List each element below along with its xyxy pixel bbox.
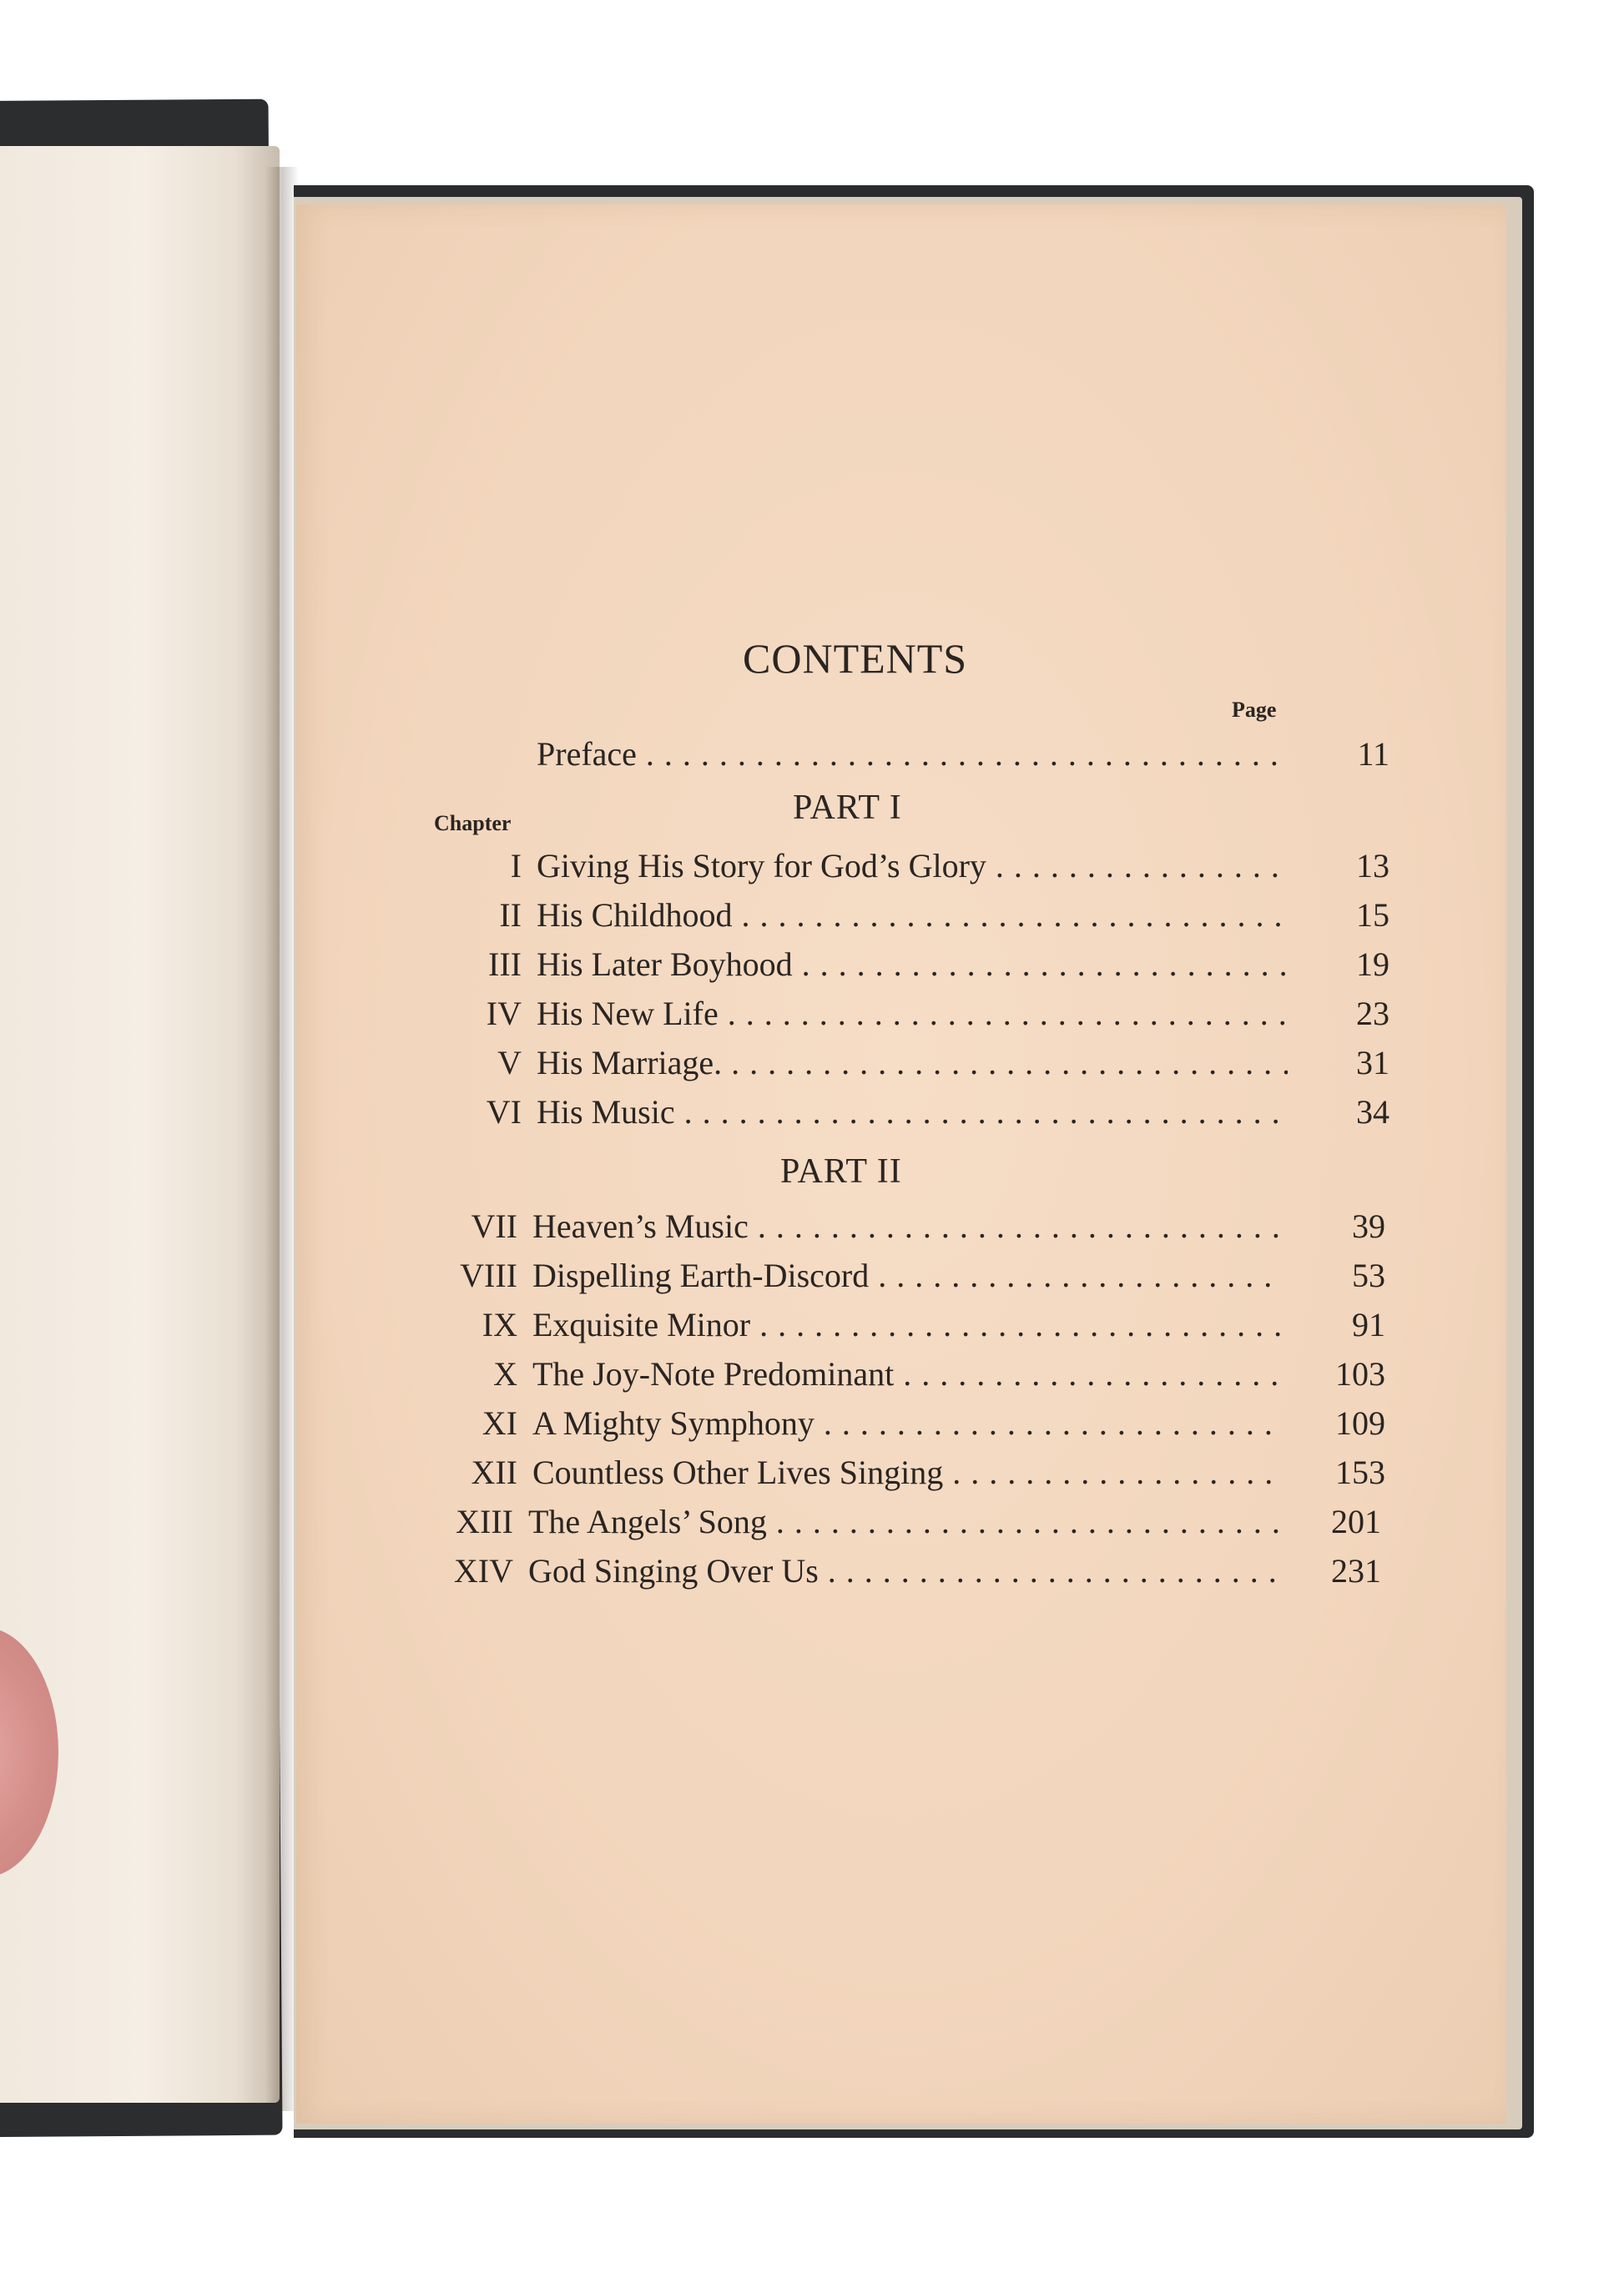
toc-page-number: 231 <box>1331 1552 1381 1590</box>
chapter-number: XII <box>471 1454 517 1491</box>
chapter-number: VIII <box>460 1257 517 1294</box>
toc-page-number: 53 <box>1352 1257 1385 1294</box>
toc-page-number: 34 <box>1356 1093 1389 1131</box>
chapter-number: III <box>488 945 522 983</box>
toc-label: His New Life . . . <box>537 990 1288 1037</box>
toc-page-number: 91 <box>1352 1306 1385 1343</box>
toc-page-number: 11 <box>1357 735 1389 773</box>
toc-row <box>434 1351 1394 1398</box>
chapter-number: II <box>499 896 522 934</box>
toc-label: His Childhood . . . <box>537 892 1288 939</box>
toc-page-number: 201 <box>1331 1503 1381 1540</box>
chapter-number: XI <box>482 1404 517 1442</box>
toc-row <box>430 1548 1389 1595</box>
toc-label: Heaven’s Music . . . <box>532 1203 1284 1250</box>
toc-page-number: 13 <box>1356 847 1389 885</box>
chapter-number: V <box>497 1044 522 1081</box>
toc-row <box>438 843 1398 890</box>
toc-page-number: 39 <box>1352 1207 1385 1245</box>
toc-label: His Later Boyhood . . . <box>537 941 1288 988</box>
toc-row <box>438 990 1398 1037</box>
toc-label: Giving His Story for God’s Glory . . . <box>537 843 1288 890</box>
toc-page-number: 19 <box>1356 945 1389 983</box>
part-title: PART II <box>780 1152 902 1191</box>
toc-label: Preface . . . <box>537 731 1288 778</box>
toc-label: The Angels’ Song . . . <box>528 1499 1279 1545</box>
toc-label: The Joy-Note Predominant . . . <box>532 1351 1284 1398</box>
part-title: PART I <box>793 789 902 827</box>
toc-page-number: 15 <box>1356 896 1389 934</box>
toc-row <box>438 941 1398 988</box>
toc-label: His Marriage. . . . <box>537 1040 1288 1086</box>
toc-page-number: 103 <box>1335 1355 1385 1393</box>
toc-page-number: 153 <box>1335 1454 1385 1491</box>
page-title: CONTENTS <box>743 635 968 682</box>
toc-page-number: 23 <box>1356 995 1389 1032</box>
toc-row <box>434 1400 1394 1447</box>
toc-label: Dispelling Earth-Discord . . . <box>532 1252 1284 1299</box>
toc-label: Countless Other Lives Singing . . . <box>532 1449 1284 1496</box>
toc-label: A Mighty Symphony . . . <box>532 1400 1284 1447</box>
toc-row <box>430 1499 1389 1545</box>
chapter-number: I <box>510 847 522 885</box>
chapter-number: XIII <box>456 1503 513 1540</box>
toc-row-preface <box>438 731 1398 778</box>
toc-page-number: 31 <box>1356 1044 1389 1081</box>
chapter-number: VII <box>471 1207 517 1245</box>
toc-row <box>434 1302 1394 1348</box>
chapter-column-header: Chapter <box>434 811 512 835</box>
chapter-number: XIV <box>453 1552 513 1590</box>
chapter-number: IV <box>486 995 522 1032</box>
chapter-number: X <box>493 1355 517 1393</box>
toc-row <box>438 1089 1398 1136</box>
toc-page-number: 109 <box>1335 1404 1385 1442</box>
toc-label: Exquisite Minor . . . <box>532 1302 1284 1348</box>
chapter-number: VI <box>486 1093 522 1131</box>
toc-row <box>434 1449 1394 1496</box>
toc-row <box>438 892 1398 939</box>
toc-label: His Music . . . <box>537 1089 1288 1136</box>
page-column-header: Page <box>1232 698 1277 722</box>
toc-row <box>438 1040 1398 1086</box>
toc-row <box>434 1252 1394 1299</box>
chapter-number: IX <box>482 1306 517 1343</box>
toc-row <box>434 1203 1394 1250</box>
toc-label: God Singing Over Us . . . <box>528 1548 1279 1595</box>
